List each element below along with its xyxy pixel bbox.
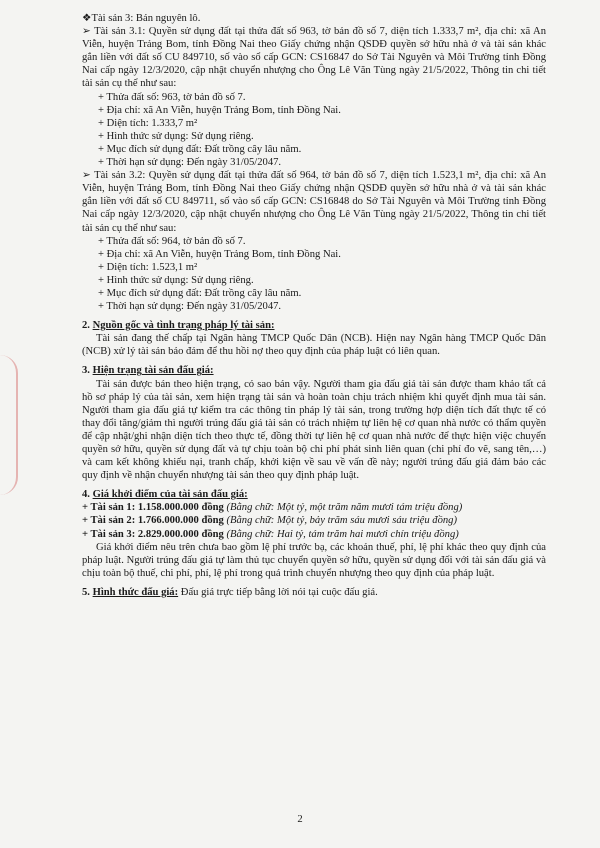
price-label: + Tài sản 1: 1.158.000.000 đồng: [82, 502, 224, 514]
detail-item: + Diện tích: 1.333,7 m²: [98, 117, 198, 129]
asset3-title: ❖Tài sản 3: Bán nguyên lô.: [82, 13, 201, 24]
section-title: Nguồn gốc và tình trạng pháp lý tài sản:: [92, 320, 275, 332]
section2-heading: [82, 319, 546, 332]
section-title: Hình thức đấu giá:: [92, 586, 179, 598]
detail-item: + Địa chỉ: xã An Viễn, huyện Trảng Bom, tỉnh Đồng Nai.: [98, 104, 341, 116]
section-title: Hiện trạng tài sản đấu giá:: [92, 365, 214, 377]
detail-item: + Diện tích: 1.523,1 m²: [98, 261, 198, 273]
section-number: 5.: [82, 586, 93, 598]
section-number: 2.: [82, 320, 93, 332]
detail-item: + Hình thức sử dụng: Sử dụng riêng.: [98, 130, 254, 142]
section-number: 4.: [82, 489, 93, 501]
section-number: 3.: [82, 365, 93, 377]
page-number: 2: [297, 814, 303, 825]
price-line: [82, 514, 546, 527]
detail-item: + Hình thức sử dụng: Sử dụng riêng.: [98, 274, 254, 286]
price-label: + Tài sản 2: 1.766.000.000 đồng: [82, 515, 224, 527]
price-line: [82, 501, 546, 514]
section5-line: [82, 586, 546, 599]
price-label: + Tài sản 3: 2.829.000.000 đồng: [82, 528, 224, 540]
detail-item: + Thời hạn sử dụng: Đến ngày 31/05/2047.: [98, 301, 282, 313]
price-words: (Bằng chữ: Một tỷ, một trăm năm mươi tám triệu đồng): [223, 502, 463, 514]
price-words: (Bằng chữ: Hai tỷ, tám trăm hai mươi chín triệu đồng): [223, 528, 459, 540]
detail-item: + Mục đích sử dụng đất: Đất trồng cây lâu năm.: [98, 287, 302, 299]
section4-heading: [82, 488, 546, 501]
section3-heading: [82, 364, 546, 377]
section3-body: Tài sản được bán theo hiện trạng, có sao bán vậy. Người tham gia đấu giá tài sản được tham khảo tất cả hồ sơ pháp lý của tài sản, xem hiện trạng tài sản và hoàn toàn chịu trách nhiệm khi quyết định mua tài sản. Người tham gia đấu giá tự kiểm tra các thông tin pháp lý tài sản, trong trường hợp diện tích đất thực tế có thay đổi tăng/giảm thì người trúng đấu giá tài sản có trách nhiệm tự liên hệ cơ quan nhà nước có thẩm quyền để cập nhật/ghi nhận diện tích theo thực tế, đồng thời tự liên hệ cơ quan nhà nước để thực hiện việc chuyển quyền sở hữu, quyền sử dụng đất và tự chịu toàn bộ chi phí phát sinh liên quan (chi phí đo vẽ, sang tên,…) và cam kết không khiếu nại, tranh chấp, khởi kiện về sau về vấn đề này; người trúng đấu giá đảm bảo các quy định về nhận chuyển nhượng tài sản theo quy định pháp luật.: [82, 378, 546, 482]
detail-item: + Thửa đất số: 963, tờ bản đồ số 7.: [98, 91, 246, 103]
asset31-paragraph: ➢ Tài sản 3.1: Quyền sử dụng đất tại thửa đất số 963, tờ bản đồ số 7, diện tích 1.333,7 m², địa chỉ: xã An Viễn, huyện Trảng Bom, tỉnh Đồng Nai theo Giấy chứng nhận QSDĐ quyền sở hữu nhà ở và tài sản khác gắn liền với đất số CU 849710, số vào sổ cấp GCN: CS16847 do Sở Tài Nguyên và Môi Trường tỉnh Đồng Nai cấp ngày 12/3/2020, cập nhật chuyển nhượng cho Ông Lê Văn Tùng ngày 21/5/2022, Thông tin chi tiết tài sản cụ thể như sau:: [82, 26, 546, 90]
asset31-details: [98, 91, 546, 170]
section2-body: Tài sản đang thế chấp tại Ngân hàng TMCP Quốc Dân (NCB). Hiện nay Ngân hàng TMCP Quốc Dân (NCB) xử lý tài sản bảo đảm để thu hồi nợ theo quy định của pháp luật có liên quan.: [82, 333, 546, 358]
asset32-details: [98, 235, 546, 314]
price-words: (Bằng chữ: Một tỷ, bảy trăm sáu mươi sáu triệu đồng): [223, 515, 458, 527]
stamp-mark: [0, 355, 18, 495]
detail-item: + Địa chỉ: xã An Viễn, huyện Trảng Bom, tỉnh Đồng Nai.: [98, 248, 341, 260]
detail-item: + Thời hạn sử dụng: Đến ngày 31/05/2047.: [98, 157, 282, 169]
detail-item: + Thửa đất số: 964, tờ bản đồ số 7.: [98, 235, 246, 247]
price-line: [82, 528, 546, 541]
section5-body: Đấu giá trực tiếp bằng lời nói tại cuộc đấu giá.: [178, 586, 378, 598]
section4-body: Giá khởi điểm nêu trên chưa bao gồm lệ phí trước bạ, các khoản thuế, phí, lệ phí khác theo quy định của pháp luật. Người trúng đấu giá tự làm thủ tục chuyển quyền sở hữu, quyền sử dụng đối với tài sản đấu giá và chịu toàn bộ thuế, chi phí, phí, lệ phí trong quá trình chuyển nhượng theo quy định của pháp luật.: [82, 541, 546, 579]
asset32-paragraph: ➢ Tài sản 3.2: Quyền sử dụng đất tại thửa đất số 964, tờ bản đồ số 7, diện tích 1.523,1 m², địa chỉ: xã An Viễn, huyện Trảng Bom, tỉnh Đồng Nai theo Giấy chứng nhận QSDĐ quyền sở hữu nhà ở và tài sản khác gắn liền với đất số CU 849711, số vào sổ cấp GCN: CS16848 do Sở Tài Nguyên và Môi Trường tỉnh Đồng Nai cấp ngày 12/3/2020, cập nhật chuyển nhượng cho Ông Lê Văn Tùng ngày 21/5/2022, Thông tin chi tiết tài sản cụ thể như sau:: [82, 170, 546, 234]
detail-item: + Mục đích sử dụng đất: Đất trồng cây lâu năm.: [98, 143, 302, 155]
section-title: Giá khởi điểm của tài sản đấu giá:: [92, 489, 248, 501]
